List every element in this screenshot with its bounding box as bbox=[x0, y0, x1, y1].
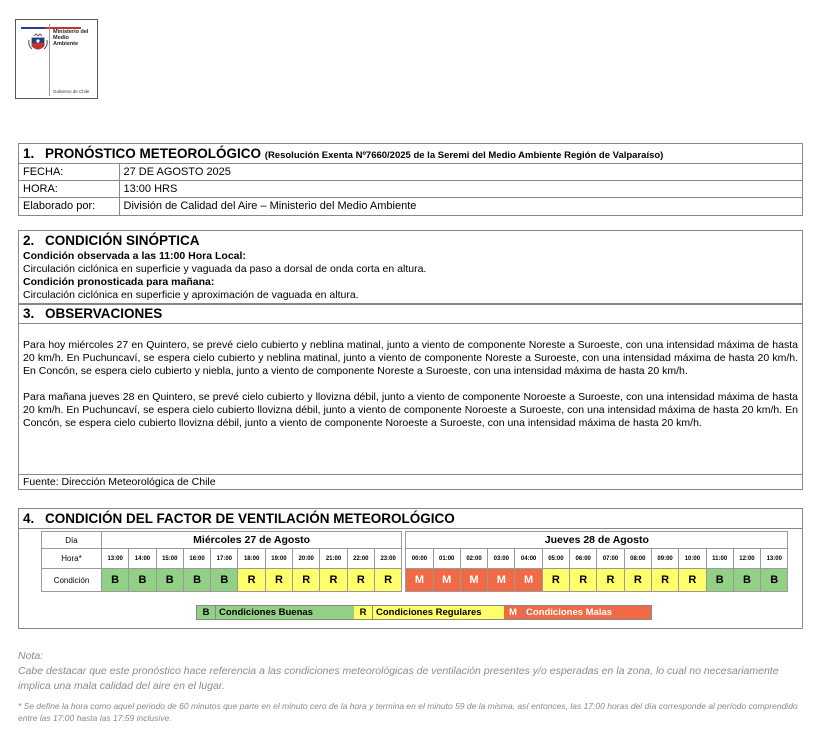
note-text: Cabe destacar que este pronóstico hace referencia a las condiciones meteorológicas de ventilación presentes y/o esperadas en la zona, lo cual no necesariamente implica una mala calidad del aire en el lugar. bbox=[18, 665, 779, 692]
section-observations bbox=[18, 303, 803, 490]
condition-cell: B bbox=[706, 569, 733, 592]
observation-tomorrow: Para mañana jueves 28 en Quintero, se prevé cielo cubierto y llovizna débil, junto a viento de componente Noroeste a Suroeste, con una intensidad máxima de hasta 20 km/h. En Puchuncaví, se espera cielo cubierto llovizna débil, junto a viento de componente Noroeste a Suroeste, con una intensidad máxima de hasta 20 km/h. En Concón, se espera cielo cubierto llovizna débil, junto a viento de componente Noroeste a Suroeste, con una intensidad máxima de hasta 20 km/h. bbox=[23, 391, 798, 429]
hour-cell: 13:00 bbox=[761, 549, 788, 569]
hour-cell: 22:00 bbox=[347, 549, 374, 569]
hour-cell: 01:00 bbox=[433, 549, 460, 569]
section-forecast bbox=[18, 143, 803, 216]
legend-code-regular: R bbox=[354, 606, 373, 619]
hour-cell: 16:00 bbox=[183, 549, 210, 569]
legend-code-bad: M bbox=[504, 606, 523, 619]
hour-cell: 04:00 bbox=[515, 549, 542, 569]
condition-cell: R bbox=[320, 569, 347, 592]
day2-header: Jueves 28 de Agosto bbox=[406, 532, 788, 549]
author-label: Elaborado por: bbox=[19, 198, 119, 215]
government-name: Gobierno de Chile bbox=[53, 89, 90, 94]
hour-cell: 11:00 bbox=[706, 549, 733, 569]
condition-cell: R bbox=[374, 569, 401, 592]
ministry-logo bbox=[15, 19, 98, 99]
hour-cell: 18:00 bbox=[238, 549, 265, 569]
forecast-condition-label: Condición pronosticada para mañana: bbox=[23, 276, 215, 288]
note-section bbox=[18, 649, 803, 724]
condition-legend bbox=[196, 605, 652, 620]
condition-cell: B bbox=[733, 569, 760, 592]
condition-cell: R bbox=[293, 569, 320, 592]
observed-condition-text: Circulación ciclónica en superficie y vaguada da paso a dorsal de onda corta en altura. bbox=[23, 263, 427, 275]
section-synoptic-title: 2. CONDICIÓN SINÓPTICA bbox=[23, 233, 200, 248]
condition-cell: R bbox=[265, 569, 292, 592]
condition-label: Condición bbox=[42, 569, 102, 592]
hour-cell: 10:00 bbox=[679, 549, 706, 569]
hour-cell: 03:00 bbox=[488, 549, 515, 569]
section-synoptic bbox=[18, 230, 803, 305]
hour-label: Hora* bbox=[42, 549, 102, 569]
table-row bbox=[19, 164, 802, 181]
hour-cell: 20:00 bbox=[293, 549, 320, 569]
legend-label-bad: Condiciones Malas bbox=[523, 606, 651, 619]
day1-header: Miércoles 27 de Agosto bbox=[102, 532, 402, 549]
condition-cell: B bbox=[761, 569, 788, 592]
observation-today: Para hoy miércoles 27 en Quintero, se prevé cielo cubierto y neblina matinal, junto a viento de componente Noreste a Suroeste, con una intensidad máxima de hasta 20 km/h. En Puchuncaví, se espera cielo cubierto y neblina matinal, junto a viento de componente Noreste a Suroeste, con una intensidad máxima de hasta 20 km/h. En Concón, se espera cielo cubierto y niebla, junto a viento de componente Noreste a Suroeste, con una intensidad máxima de hasta 20 km/h. bbox=[23, 339, 798, 377]
section-observations-title: 3. OBSERVACIONES bbox=[19, 304, 802, 324]
condition-cell: R bbox=[570, 569, 597, 592]
time-value: 13:00 HRS bbox=[119, 181, 802, 198]
hour-cell: 08:00 bbox=[624, 549, 651, 569]
condition-cell: R bbox=[651, 569, 678, 592]
table-row bbox=[19, 181, 802, 198]
day-label: Día bbox=[42, 532, 102, 549]
author-value: División de Calidad del Aire – Ministerio del Medio Ambiente bbox=[119, 198, 802, 215]
condition-cell: R bbox=[597, 569, 624, 592]
legend-label-good: Condiciones Buenas bbox=[216, 606, 354, 619]
hour-row bbox=[42, 549, 788, 569]
condition-cell: R bbox=[624, 569, 651, 592]
date-label: FECHA: bbox=[19, 164, 119, 181]
coat-of-arms-icon bbox=[26, 32, 50, 56]
section-ventilation-title: 4. CONDICIÓN DEL FACTOR DE VENTILACIÓN METEOROLÓGICO bbox=[19, 509, 802, 529]
resolution-note: (Resolución Exenta Nº7660/2025 de la Seremi del Medio Ambiente Región de Valparaíso) bbox=[264, 150, 664, 161]
hour-cell: 02:00 bbox=[460, 549, 487, 569]
ministry-name: Ministerio del Medio Ambiente bbox=[53, 29, 89, 47]
legend-code-good: B bbox=[197, 606, 216, 619]
forecast-info-table bbox=[19, 163, 802, 215]
condition-cell: M bbox=[460, 569, 487, 592]
logo-divider bbox=[49, 24, 50, 96]
condition-cell: M bbox=[488, 569, 515, 592]
hour-cell: 19:00 bbox=[265, 549, 292, 569]
hour-cell: 09:00 bbox=[651, 549, 678, 569]
time-label: HORA: bbox=[19, 181, 119, 198]
hour-cell: 14:00 bbox=[129, 549, 156, 569]
hour-cell: 23:00 bbox=[374, 549, 401, 569]
hour-cell: 13:00 bbox=[102, 549, 129, 569]
condition-cell: M bbox=[515, 569, 542, 592]
day-row bbox=[42, 532, 788, 549]
condition-cell: R bbox=[542, 569, 569, 592]
hour-cell: 15:00 bbox=[156, 549, 183, 569]
condition-row bbox=[42, 569, 788, 592]
hour-cell: 21:00 bbox=[320, 549, 347, 569]
section-ventilation bbox=[18, 508, 803, 629]
hour-cell: 06:00 bbox=[570, 549, 597, 569]
hour-cell: 05:00 bbox=[542, 549, 569, 569]
ventilation-table bbox=[41, 531, 788, 592]
legend-label-regular: Condiciones Regulares bbox=[373, 606, 504, 619]
condition-cell: M bbox=[406, 569, 433, 592]
note-title: Nota: bbox=[18, 650, 44, 662]
data-source: Fuente: Dirección Meteorológica de Chile bbox=[19, 474, 802, 489]
table-row bbox=[19, 198, 802, 215]
forecast-condition-text: Circulación ciclónica en superficie y aproximación de vaguada en altura. bbox=[23, 289, 359, 301]
condition-cell: B bbox=[129, 569, 156, 592]
section-forecast-title: 1. PRONÓSTICO METEOROLÓGICO (Resolución Exenta Nº7660/2025 de la Seremi del Medio Ambiente Región de Valparaíso) bbox=[23, 146, 664, 161]
hour-cell: 00:00 bbox=[406, 549, 433, 569]
condition-cell: B bbox=[183, 569, 210, 592]
date-value: 27 DE AGOSTO 2025 bbox=[119, 164, 802, 181]
observed-condition-label: Condición observada a las 11:00 Hora Local: bbox=[23, 250, 246, 262]
condition-cell: B bbox=[102, 569, 129, 592]
condition-cell: B bbox=[156, 569, 183, 592]
hour-cell: 17:00 bbox=[211, 549, 238, 569]
condition-cell: B bbox=[211, 569, 238, 592]
condition-cell: R bbox=[347, 569, 374, 592]
hour-cell: 12:00 bbox=[733, 549, 760, 569]
condition-cell: R bbox=[679, 569, 706, 592]
condition-cell: R bbox=[238, 569, 265, 592]
hour-cell: 07:00 bbox=[597, 549, 624, 569]
hour-definition-footnote: * Se define la hora como aquel periodo de 60 minutos que parte en el minuto cero de la hora y termina en el minuto 59 de la misma, así entonces, las 17:00 horas del día corresponde al período comprendido entre las 17:00 hasta las 17:59 inclusive. bbox=[18, 701, 798, 723]
condition-cell: M bbox=[433, 569, 460, 592]
